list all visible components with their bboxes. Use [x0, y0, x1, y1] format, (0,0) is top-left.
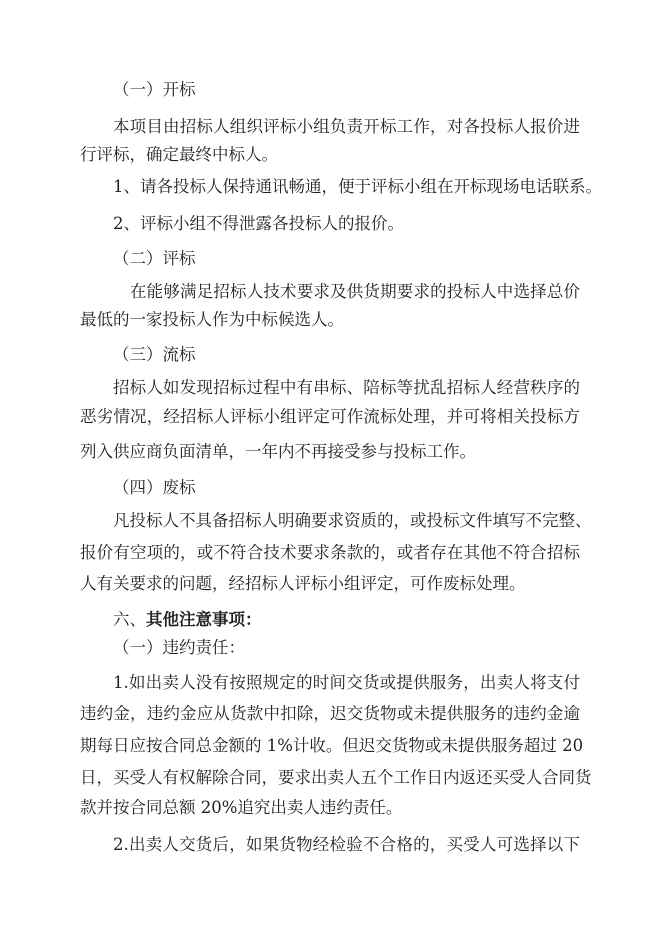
paragraph-line: 恶劣情况，经招标人评标小组评定可作流标处理，并可将相关投标方 — [80, 407, 580, 426]
paragraph-line: 最低的一家投标人作为中标候选人。 — [80, 310, 344, 329]
section-heading-failed-bid: （三）流标 — [113, 345, 196, 364]
paragraph-line: 款并按合同总额 20%追究出卖人违约责任。 — [80, 798, 403, 817]
section-heading-opening: （一）开标 — [113, 80, 196, 99]
paragraph-line: 在能够满足招标人技术要求及供货期要求的投标人中选择总价 — [130, 282, 580, 301]
paragraph-line: 2.出卖人交货后，如果货物经检验不合格的，买受人可选择以下 — [113, 835, 580, 854]
paragraph-line: 列入供应商负面清单，一年内不再接受参与投标工作。 — [80, 442, 476, 461]
list-item: 1、请各投标人保持通讯畅通，便于评标小组在开标现场电话联系。 — [113, 177, 602, 196]
section-heading-void-bid: （四）废标 — [113, 478, 196, 497]
paragraph-line: 违约金，违约金应从货款中扣除，迟交货物或未提供服务的违约金逾 — [80, 704, 580, 723]
paragraph-line: 行评标，确定最终中标人。 — [80, 145, 278, 164]
subsection-heading-breach: （一）违约责任： — [113, 638, 245, 657]
list-item: 2、评标小组不得泄露各投标人的报价。 — [113, 214, 404, 233]
section-title: 其他注意事项： — [146, 610, 262, 629]
section-heading-evaluation: （二）评标 — [113, 249, 196, 268]
paragraph-line: 期每日应按合同总金额的 1%计收。但迟交货物或未提供服务超过 20 — [80, 736, 584, 755]
section-number: 六、 — [113, 610, 146, 629]
paragraph-line: 招标人如发现招标过程中有串标、陪标等扰乱招标人经营秩序的 — [113, 378, 580, 397]
paragraph-line: 1.如出卖人没有按照规定的时间交货或提供服务，出卖人将支付 — [113, 673, 580, 692]
paragraph-line: 人有关要求的问题，经招标人评标小组评定，可作废标处理。 — [80, 574, 526, 593]
paragraph-line: 本项目由招标人组织评标小组负责开标工作，对各投标人报价进 — [113, 117, 580, 136]
paragraph-line: 报价有空项的，或不符合技术要求条款的，或者存在其他不符合招标 — [80, 543, 580, 562]
section-heading-other-notes — [113, 610, 580, 630]
paragraph-line: 日，买受人有权解除合同，要求出卖人五个工作日内返还买受人合同货 — [80, 768, 592, 787]
paragraph-line: 凡投标人不具备招标人明确要求资质的，或投标文件填写不完整、 — [113, 511, 592, 530]
